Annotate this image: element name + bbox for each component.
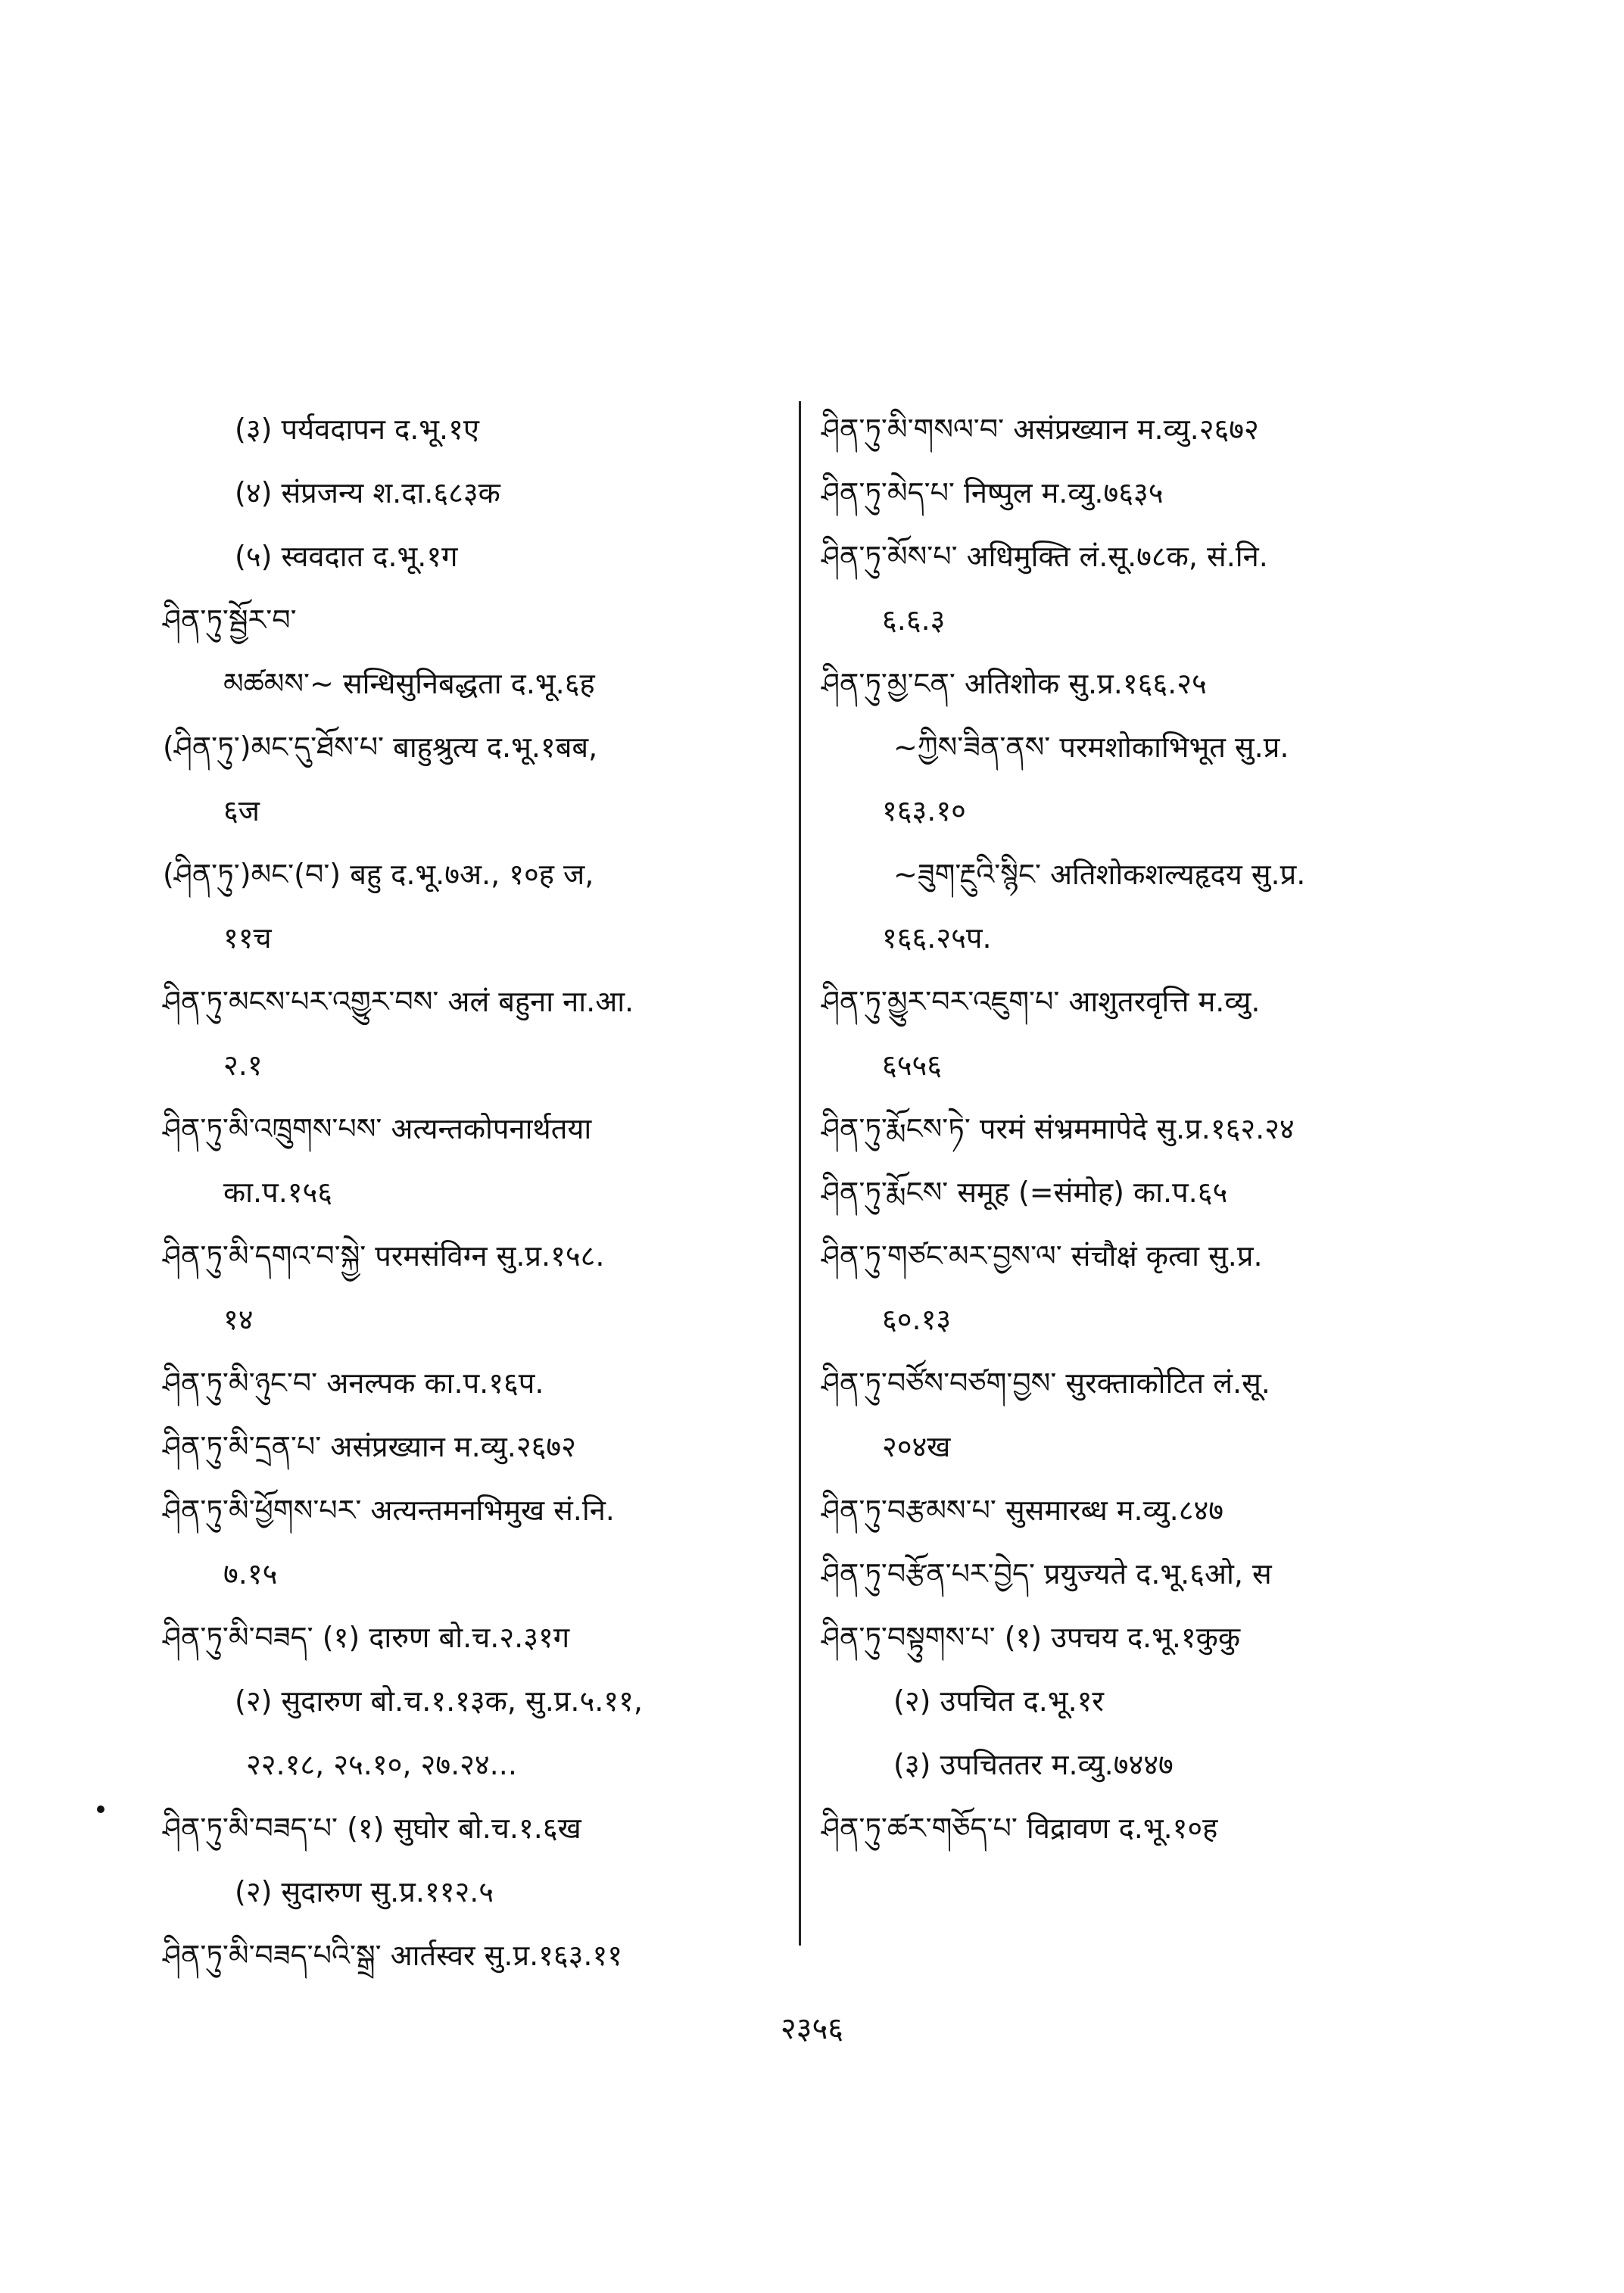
- dictionary-entry-line: ཤིན་ཏུ་གཙང་མར་བྱས་ལ་ संचौक्षं कृत्वा सु.प्र.: [821, 1239, 1263, 1273]
- dictionary-entry-line: ११च: [223, 921, 272, 955]
- dictionary-entry-line: ཤིན་ཏུ་མི་བཟད་པ་ (१) सुघोर बो.च.१.६ख: [163, 1812, 581, 1845]
- dictionary-entry-line: २०४ख: [882, 1430, 951, 1463]
- dictionary-entry-line: ཤིན་ཏུ་བསྟུགས་པ་ (१) उपचय द.भू.१कुकु: [821, 1621, 1241, 1654]
- dictionary-entry-line: ཤིན་ཏུ་མི་དགའ་བ་སྐྱེ་ परमसंविग्न सु.प्र.१५८.: [163, 1239, 605, 1273]
- right-column: [821, 397, 1503, 1860]
- dictionary-entry-line: का.प.१५६: [223, 1176, 333, 1209]
- dictionary-entry-line: ཤིན་ཏུ་མི་དྲན་པ་ असंप्रख्यान म.व्यु.२६७२: [163, 1430, 576, 1463]
- column-divider: [799, 401, 801, 1946]
- dictionary-entry-line: ཤིན་ཏུ་མི་གསལ་བ་ असंप्रख्यान म.व्यु.२६७२: [821, 413, 1259, 446]
- dictionary-entry-line: १६६.२५प.: [882, 921, 992, 955]
- dictionary-entry-line: ཤིན་ཏུ་མྱུར་བར་འཇུག་པ་ आशुतरवृत्ति म.व्यु.: [821, 985, 1261, 1018]
- dictionary-entry-line: ཤིན་ཏུ་མོས་པ་ अधिमुक्ति लं.सू.७८क, सं.नि.: [821, 540, 1268, 573]
- dictionary-entry-line: १६३.१०: [882, 794, 966, 827]
- dictionary-entry-line: (ཤིན་ཏུ་)མང་དུ་ཐོས་པ་ बाहुश्रुत्य द.भू.१बब,: [163, 731, 598, 764]
- dictionary-entry-line: (३) उपचिततर म.व्यु.७४४७: [893, 1748, 1174, 1781]
- dictionary-entry-line: १४: [223, 1303, 254, 1336]
- dictionary-entry-line: ཤིན་ཏུ་མངས་པར་འགྱུར་བས་ अलं बहुना ना.आ.: [163, 985, 634, 1018]
- dictionary-entry-line: (ཤིན་ཏུ་)མང་(བ་) बहु द.भू.७अ., १०ह ज,: [163, 858, 594, 891]
- dictionary-entry-line: ཤིན་ཏུ་མྱ་ངན་ अतिशोक सु.प्र.१६६.२५: [821, 667, 1207, 700]
- dictionary-entry-line: ६५५६: [882, 1048, 943, 1082]
- dictionary-entry-line: २२.१८, २५.१०, २७.२४...: [246, 1748, 517, 1781]
- dictionary-entry-line: ཤིན་ཏུ་བརྩོན་པར་བྱེད་ प्रयुज्यते द.भू.६ओ, स: [821, 1557, 1272, 1590]
- dictionary-entry-line: (२) सुदारुण सु.प्र.११२.५: [235, 1875, 494, 1908]
- dictionary-entry-line: ཤིན་ཏུ་མི་ཉུང་བ་ अनल्पक का.प.१६प.: [163, 1366, 544, 1400]
- dictionary-entry-line: ཤིན་ཏུ་རྨོངས་ཏེ་ परमं संभ्रममापेदे सु.प्र.१६२.२४: [821, 1112, 1295, 1145]
- dictionary-entry-line: ཤིན་ཏུ་མི་འཁྲུགས་པས་ अत्यन्तकोपनार्थतया: [163, 1112, 592, 1145]
- dictionary-entry-line: ཤིན་ཏུ་མི་ཕྱོགས་པར་ अत्यन्तमनभिमुख सं.नि.: [163, 1494, 615, 1527]
- dictionary-entry-line: (५) स्ववदात द.भू.१ग: [235, 540, 458, 573]
- dictionary-entry-line: མཚམས་~ सन्धिसुनिबद्धता द.भू.६ह: [223, 667, 595, 700]
- dictionary-entry-line: ६.६.३: [882, 603, 946, 637]
- dictionary-entry-line: ཤིན་ཏུ་བཙོས་བཙག་བྱས་ सुरक्ताकोटित लं.सू.: [821, 1366, 1270, 1400]
- dictionary-entry-line: ~ཀྱིས་ཟིན་ནས་ परमशोकाभिभूत सु.प्र.: [893, 731, 1289, 764]
- dictionary-entry-line: ཤིན་ཏུ་ཚར་གཅོད་པ་ विद्रावण द.भू.१०ह: [821, 1812, 1218, 1845]
- dictionary-entry-line: ६ज: [223, 794, 260, 827]
- dictionary-entry-line: ཤིན་ཏུ་བརྩམས་པ་ सुसमारब्ध म.व्यु.८४७: [821, 1494, 1224, 1527]
- dictionary-entry-line: (२) उपचित द.भू.१र: [893, 1684, 1104, 1718]
- dictionary-entry-line: ཤིན་ཏུ་རྨོངས་ समूह (=संमोह) का.प.६५: [821, 1176, 1228, 1209]
- dictionary-entry-line: ཤིན་ཏུ་མི་བཟད་པའི་སྒྲ་ आर्तस्वर सु.प्र.१६३.११: [163, 1939, 623, 1972]
- dictionary-entry-line: ཤིན་ཏུ་མི་བཟད་ (१) दारुण बो.च.२.३१ग: [163, 1621, 570, 1654]
- dictionary-entry-line: (३) पर्यवदापन द.भू.१ए: [235, 413, 479, 446]
- left-column: [163, 397, 844, 1987]
- dictionary-entry-line: ~ཟུག་རྔུའི་སྙིང་ अतिशोकशल्यहृदय सु.प्र.: [893, 858, 1306, 891]
- dictionary-entry-line: (४) संप्रजन्य श.दा.६८३क: [235, 476, 500, 509]
- dictionary-entry-line: ६०.१३: [882, 1303, 952, 1336]
- dictionary-entry-line: (२) सुदारुण बो.च.१.१३क, सु.प्र.५.११,: [235, 1684, 643, 1718]
- dictionary-entry-line: ཤིན་ཏུ་སྦྱོར་བ་: [163, 603, 297, 637]
- page-number: २३५६: [780, 2011, 844, 2046]
- margin-dot-mark: [97, 1805, 104, 1813]
- dictionary-entry-line: ७.१५: [223, 1557, 278, 1590]
- dictionary-entry-line: ཤིན་ཏུ་མེད་པ་ निष्पुल म.व्यु.७६३५: [821, 476, 1164, 509]
- dictionary-entry-line: २.१: [223, 1048, 263, 1082]
